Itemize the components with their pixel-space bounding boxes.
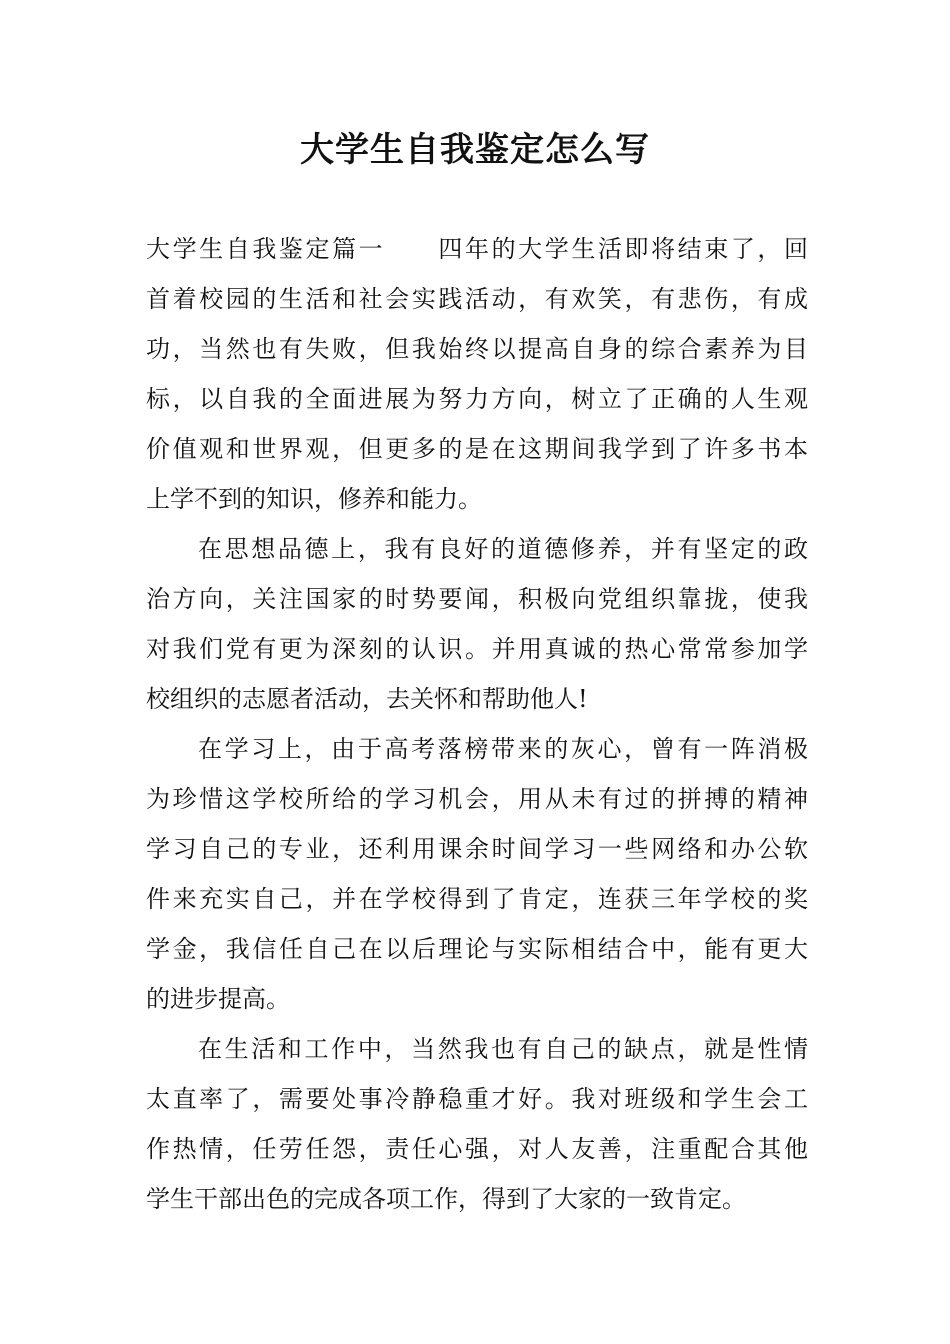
paragraph-line: 学习自己的专业，还利用课余时间学习一些网络和办公软 (146, 835, 808, 863)
paragraph-1 (146, 224, 808, 524)
document-title: 大学生自我鉴定怎么写 (300, 130, 650, 170)
paragraph-line: 件来充实自己，并在学校得到了肯定，连获三年学校的奖 (146, 885, 808, 913)
paragraph-line: 太直率了，需要处事冷静稳重才好。我对班级和学生会工 (146, 1085, 808, 1113)
paragraph-line: 在生活和工作中，当然我也有自己的缺点，就是性情 (198, 1035, 808, 1063)
paragraph-line: 作热情，任劳任怨，责任心强，对人友善，注重配合其他 (146, 1135, 808, 1163)
paragraph-line: 价值观和世界观，但更多的是在这期间我学到了许多书本 (146, 435, 808, 463)
paragraph-line: 大学生自我鉴定篇一 四年的大学生活即将结束了，回 (146, 235, 808, 263)
paragraph-line: 首着校园的生活和社会实践活动，有欢笑，有悲伤，有成 (146, 285, 808, 313)
paragraph-line: 在学习上，由于高考落榜带来的灰心，曾有一阵消极 (198, 735, 808, 763)
paragraph-line: 功，当然也有失败，但我始终以提高自身的综合素养为目 (146, 335, 808, 363)
paragraph-line: 上学不到的知识，修养和能力。 (146, 485, 482, 513)
paragraph-line: 的进步提高。 (146, 985, 290, 1013)
paragraph-line: 标，以自我的全面进展为努力方向，树立了正确的人生观 (146, 385, 808, 413)
paragraph-3 (146, 724, 808, 1024)
document-body (146, 224, 808, 1224)
paragraph-line: 学金，我信任自己在以后理论与实际相结合中，能有更大 (146, 935, 808, 963)
paragraph-2 (146, 524, 808, 724)
paragraph-line: 校组织的志愿者活动，去关怀和帮助他人! (146, 685, 588, 713)
paragraph-line: 学生干部出色的完成各项工作，得到了大家的一致肯定。 (146, 1185, 746, 1213)
paragraph-line: 为珍惜这学校所给的学习机会，用从未有过的拼搏的精神 (146, 785, 808, 813)
paragraph-4 (146, 1024, 808, 1224)
paragraph-line: 治方向，关注国家的时势要闻，积极向党组织靠拢，使我 (146, 585, 808, 613)
paragraph-line: 在思想品德上，我有良好的道德修养，并有坚定的政 (198, 535, 808, 563)
paragraph-line: 对我们党有更为深刻的认识。并用真诚的热心常常参加学 (146, 635, 808, 663)
